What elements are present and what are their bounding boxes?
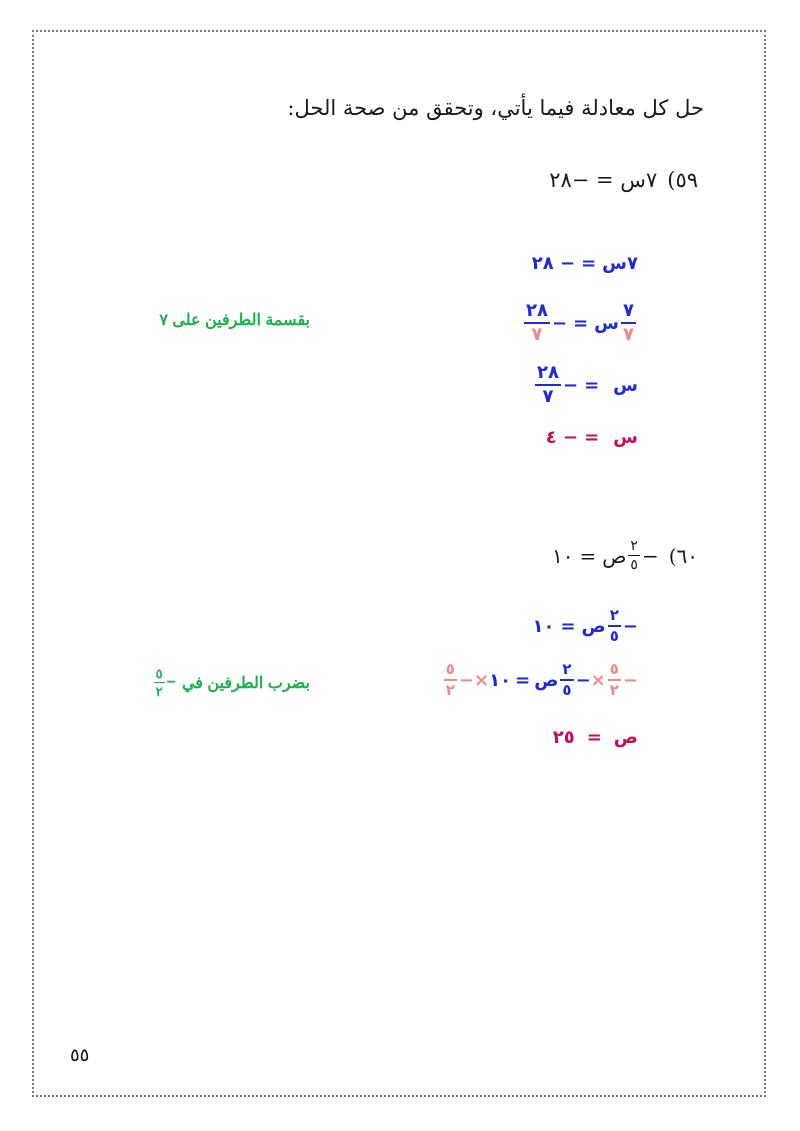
p60-step2-frac-1: $\frac{٥}{٢}$ — [609, 660, 619, 699]
p59-step2-minus: − — [551, 312, 568, 334]
problem-60-statement — [552, 539, 698, 572]
p60-step1-minus: − — [622, 615, 638, 637]
title-text: حل كل معادلة فيما يأتي، وتحقق من صحة الحل: — [287, 96, 704, 120]
p60-step2-minus-2: − — [575, 669, 591, 691]
p59-step3 — [533, 364, 638, 406]
p59-step2 — [522, 302, 638, 344]
p60-step2-times-1: × — [590, 669, 606, 691]
p59-step4 — [546, 427, 638, 448]
p60-note-text: بضرب الطرفين في — [181, 674, 310, 692]
p60-step2-mid: ١٠ — [489, 669, 512, 691]
problem-60-eq: = — [579, 543, 597, 568]
p60-step1-rhs: ١٠ — [532, 615, 555, 637]
p59-step1-rhs: − ٢٨ — [531, 253, 576, 274]
p60-step2-eq: = — [515, 669, 531, 691]
p59-step3-lhs: س — [613, 374, 638, 396]
p59-step4-rhs: − ٤ — [545, 427, 579, 448]
page-title — [287, 96, 704, 120]
page-number — [70, 1045, 89, 1066]
problem-59-statement — [549, 168, 698, 192]
p60-step3-eq: = — [586, 727, 602, 748]
p59-step3-frac: $\frac{٢٨}{٧}$ — [536, 362, 559, 407]
p59-step1-lhs: ٧س — [602, 253, 638, 274]
p59-step2-lhs-frac: $\frac{٧}{٧}$ — [623, 300, 634, 345]
problem-59-equation: ٧س = −٢٨ — [549, 168, 658, 192]
problem-60-minus: − — [641, 543, 659, 568]
p60-step1-eq: = — [560, 615, 576, 637]
p59-step3-eq: = — [584, 374, 600, 396]
p59-step2-eq: = — [573, 312, 589, 334]
p60-step3 — [553, 727, 638, 748]
p60-step1 — [532, 608, 638, 644]
p60-step1-frac: $\frac{٢}{٥}$ — [609, 606, 619, 645]
p59-step4-lhs: س — [613, 427, 638, 448]
p59-step3-minus: − — [562, 374, 579, 396]
p60-note-frac: $\frac{٥}{٢}$ — [155, 666, 163, 699]
p59-step1-eq: = — [581, 253, 597, 274]
p59-step1 — [532, 253, 638, 274]
p60-step2-var: ص — [534, 669, 559, 691]
problem-59-label: ٥٩) — [667, 168, 698, 192]
p59-step2-rhs-frac: $\frac{٢٨}{٧}$ — [525, 300, 548, 345]
p60-step2-minus-3: − — [458, 669, 475, 691]
problem-60-rhs: ١٠ — [551, 543, 574, 568]
p60-step2-times-2: × — [474, 669, 490, 691]
problem-60-frac: $\frac{٢}{٥}$ — [630, 538, 638, 573]
p60-step1-var: ص — [581, 615, 606, 637]
problem-60-var: ص — [602, 543, 627, 568]
p59-step4-eq: = — [584, 427, 600, 448]
p60-step2 — [442, 662, 638, 698]
p59-note-text: بقسمة الطرفين على ٧ — [159, 312, 310, 329]
p60-step2-frac-2: $\frac{٢}{٥}$ — [562, 660, 572, 699]
p60-step3-rhs: ٢٥ — [552, 727, 575, 748]
p59-step2-var: س — [594, 312, 619, 334]
p60-step2-frac-3: $\frac{٥}{٢}$ — [445, 660, 455, 699]
problem-60-label: ٦٠) — [668, 543, 698, 568]
p60-step3-lhs: ص — [613, 727, 638, 748]
p60-step2-minus-1: − — [622, 669, 638, 691]
page-number-text: ٥٥ — [70, 1045, 90, 1065]
p59-note — [159, 310, 310, 330]
p60-note-minus: − — [166, 673, 176, 691]
p60-note — [152, 667, 310, 698]
